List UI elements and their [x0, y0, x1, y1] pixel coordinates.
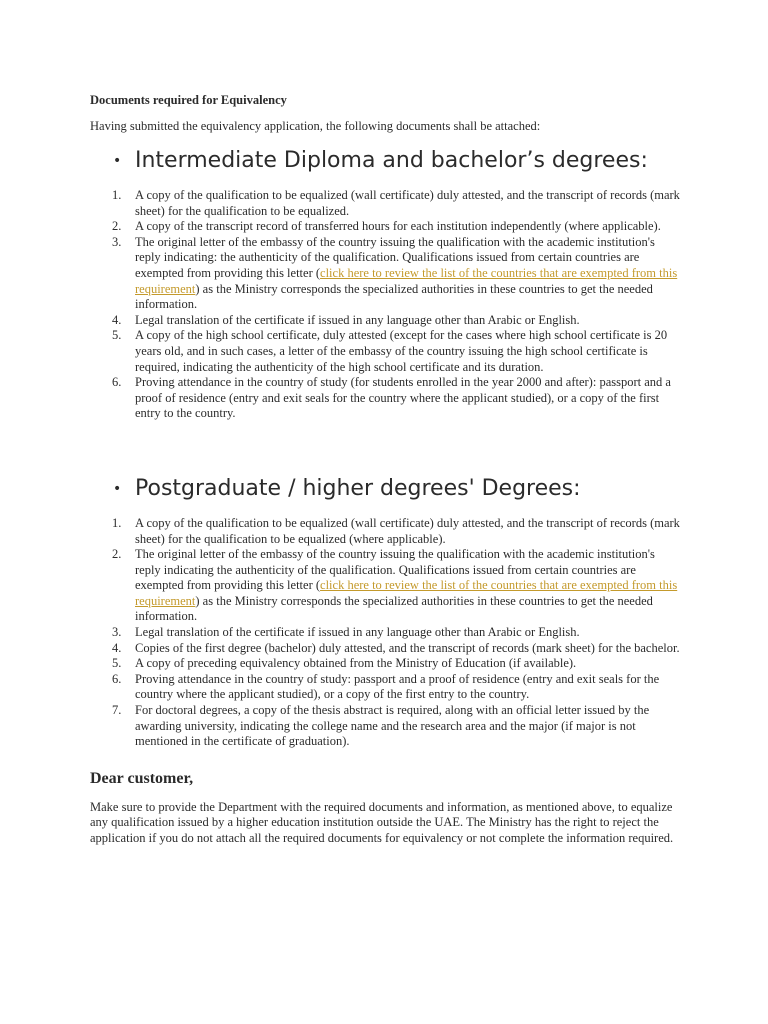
list-item	[90, 547, 680, 625]
item-number: 5.	[112, 656, 122, 671]
list-item	[90, 328, 680, 375]
item-text-after-link: ) as the Ministry corresponds the specialized authorities in these countries to get the needed information.	[135, 593, 653, 624]
postgraduate-documents-list	[90, 516, 680, 750]
exempted-countries-link[interactable]: click here to review the list of the countries that are exempted from this requirement	[135, 578, 678, 608]
list-item	[90, 703, 680, 750]
item-text-after-link: ) as the Ministry corresponds the specialized authorities in these countries to get the needed information.	[135, 281, 653, 312]
section-heading-text: Postgraduate / higher degrees' Degrees:	[135, 475, 581, 501]
document-page	[90, 92, 680, 847]
section-heading-text: Intermediate Diploma and bachelor’s degrees:	[135, 148, 648, 173]
list-item	[90, 235, 680, 313]
item-text: Proving attendance in the country of study: passport and a proof of residence (entry and exit seals for the country where the applicant studied), or a copy of the first entry to the country.	[135, 671, 660, 702]
item-number: 4.	[112, 640, 122, 655]
list-item	[90, 188, 680, 219]
exempted-countries-link[interactable]: click here to review the list of the countries that are exempted from this requirement	[135, 265, 678, 296]
item-text: A copy of preceding equivalency obtained from the Ministry of Education (if available).	[135, 656, 577, 671]
item-number: 2.	[112, 219, 122, 234]
item-number: 4.	[112, 312, 122, 327]
list-item	[90, 641, 680, 657]
item-number: 1.	[112, 188, 122, 202]
bachelor-documents-list	[90, 188, 680, 422]
section-heading-postgraduate	[113, 474, 680, 504]
item-text: A copy of the qualification to be equalized (wall certificate) duly attested, and the transcript of records (mark sheet) for the qualification to be equalized.	[135, 188, 680, 218]
item-text: Proving attendance in the country of study (for students enrolled in the year 2000 and after): passport and a proof of residence (entry and exit seals for the country where the applicant studied), or a copy of the first entry to the country.	[135, 375, 671, 421]
item-number: 3.	[112, 234, 122, 249]
item-number: 2.	[112, 547, 122, 562]
item-text-before-link: The original letter of the embassy of the country issuing the qualification with the academic institution's reply indicating: the authenticity of the qualification. Qualifications issued from certain countries are exempted from providing this letter (	[135, 234, 655, 280]
item-number: 3.	[112, 625, 122, 640]
section-heading-bachelor	[113, 146, 680, 176]
item-text: A copy of the high school certificate, duly attested (except for the cases where high school certificate is 20 years old, and in such cases, a letter of the embassy of the country issuing the high school certificate is required, indicating the authenticity of the high school certificate and its duration.	[135, 328, 668, 374]
item-text-before-link: The original letter of the embassy of the country issuing the qualification with the academic institution's reply indicating the authenticity of the qualification. Qualifications issued from certain countries are exempted from providing this letter (	[135, 547, 655, 593]
closing-paragraph: Make sure to provide the Department with the required documents and information, as mentioned above, to equalize any qualification issued by a higher education institution outside the UAE. The Ministry has the right to reject the application if you do not attach all the required documents for equivalency or not complete the information required.	[90, 799, 674, 845]
list-item	[90, 656, 680, 672]
list-item	[90, 625, 680, 641]
list-item	[90, 313, 680, 329]
item-text: Legal translation of the certificate if issued in any language other than Arabic or English.	[135, 625, 580, 640]
item-number: 7.	[112, 703, 122, 718]
item-number: 5.	[112, 328, 122, 343]
item-number: 6.	[112, 375, 122, 390]
bullet-icon: •	[113, 480, 122, 497]
list-item	[90, 219, 680, 235]
item-text: A copy of the transcript record of transferred hours for each institution independently (where applicable).	[135, 219, 661, 234]
item-text: Copies of the first degree (bachelor) duly attested, and the transcript of records (mark sheet) for the bachelor.	[135, 640, 680, 655]
item-text: Legal translation of the certificate if issued in any language other than Arabic or English.	[135, 312, 580, 327]
list-item	[90, 516, 680, 547]
intro-paragraph: Having submitted the equivalency application, the following documents shall be attached:	[90, 119, 541, 133]
dear-customer-heading: Dear customer,	[90, 769, 194, 787]
item-number: 1.	[112, 515, 122, 530]
list-item	[90, 672, 680, 703]
bullet-icon: •	[113, 153, 122, 169]
list-item	[90, 375, 680, 422]
document-title: Documents required for Equivalency	[90, 93, 287, 107]
item-text: A copy of the qualification to be equalized (wall certificate) duly attested, and the transcript of records (mark sheet) for the qualification to be equalized (where applicable).	[135, 515, 680, 546]
item-text: For doctoral degrees, a copy of the thesis abstract is required, along with an official letter issued by the awarding university, indicating the college name and the research area and the major (if major is not mentioned in the certificate of graduation).	[135, 703, 650, 749]
item-number: 6.	[112, 671, 122, 686]
